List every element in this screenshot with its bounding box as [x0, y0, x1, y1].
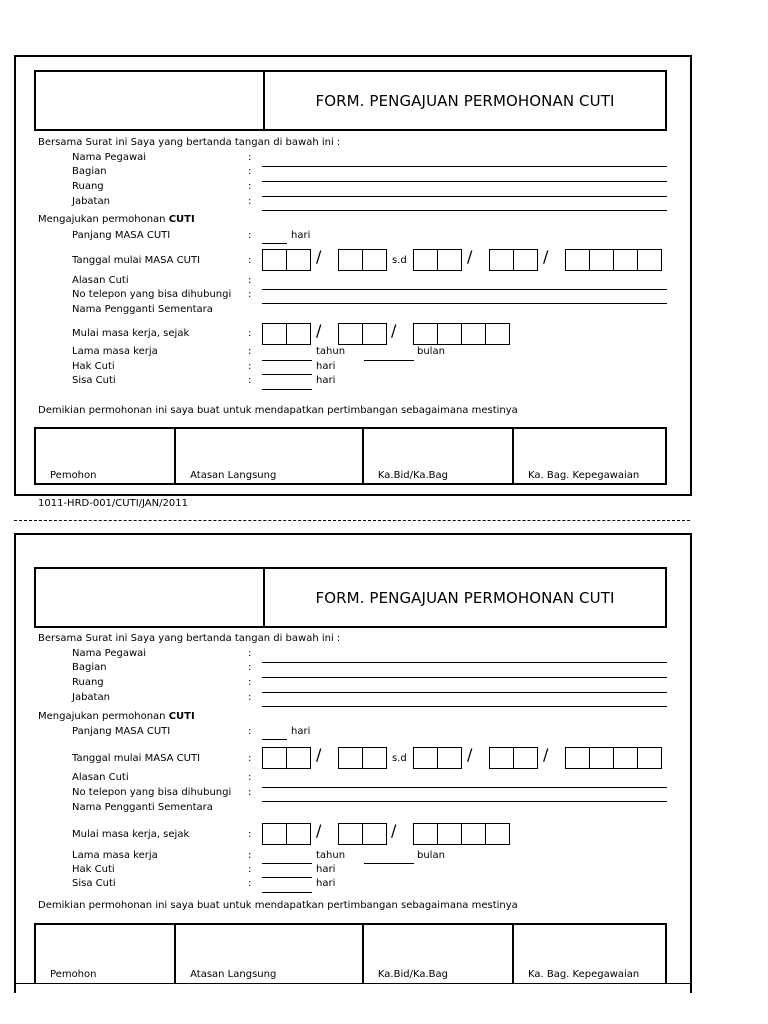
label-nama-pegawai: Nama Pegawai [72, 648, 147, 659]
label-sisa-cuti: Sisa Cuti [72, 375, 116, 386]
telepon-line[interactable] [262, 303, 667, 304]
colon: : [248, 829, 252, 840]
label-sisa-cuti: Sisa Cuti [72, 878, 116, 889]
intro-text: Bersama Surat ini Saya yang bertanda tangan di bawah ini : [38, 633, 341, 644]
colon: : [248, 753, 252, 764]
hari-unit: hari [316, 375, 336, 386]
date-slash: / [316, 321, 322, 340]
end-year-cells[interactable] [565, 747, 661, 769]
work-start-year-cells[interactable] [413, 323, 509, 345]
start-day-cells[interactable] [262, 747, 310, 769]
colon: : [248, 196, 252, 207]
signature-table [34, 427, 667, 485]
document-code: 1011-HRD-001/CUTI/JAN/2011 [38, 498, 188, 509]
work-start-month-cells[interactable] [338, 323, 386, 345]
form-title: FORM. PENGAJUAN PERMOHONAN CUTI [315, 588, 615, 607]
closing-statement: Demikian permohonan ini saya buat untuk mendapatkan pertimbangan sebagaimana mestinya [38, 900, 518, 911]
work-start-day-cells[interactable] [262, 323, 310, 345]
colon: : [248, 692, 252, 703]
date-slash: / [391, 321, 397, 340]
colon: : [248, 772, 252, 783]
colon: : [248, 275, 252, 286]
end-day-cells[interactable] [413, 249, 461, 271]
date-slash: / [467, 247, 473, 266]
label-panjang-cuti: Panjang MASA CUTI [72, 726, 171, 737]
start-day-cells[interactable] [262, 249, 310, 271]
sd-label: s.d [392, 255, 407, 266]
sd-label: s.d [392, 753, 407, 764]
tahun-unit: tahun [316, 346, 346, 357]
hari-unit: hari [291, 230, 311, 241]
colon: : [248, 181, 252, 192]
end-month-cells[interactable] [489, 249, 537, 271]
panjang-cuti-line[interactable] [262, 243, 287, 244]
date-slash: / [316, 745, 322, 764]
bagian-line[interactable] [262, 677, 667, 678]
colon: : [248, 361, 252, 372]
colon: : [248, 152, 252, 163]
label-panjang-cuti: Panjang MASA CUTI [72, 230, 171, 241]
telepon-line[interactable] [262, 801, 667, 802]
request-heading: Mengajukan permohonan CUTI [38, 214, 195, 225]
label-alasan-cuti: Alasan Cuti [72, 772, 129, 783]
signature-label: Atasan Langsung [190, 470, 277, 481]
intro-text: Bersama Surat ini Saya yang bertanda tangan di bawah ini : [38, 137, 341, 148]
label-alasan-cuti: Alasan Cuti [72, 275, 129, 286]
label-jabatan: Jabatan [72, 196, 110, 207]
alasan-line[interactable] [262, 289, 667, 290]
hari-unit: hari [316, 864, 336, 875]
label-tanggal-mulai: Tanggal mulai MASA CUTI [72, 753, 201, 764]
colon: : [248, 648, 252, 659]
bulan-unit: bulan [417, 346, 445, 357]
nama-pegawai-line[interactable] [262, 662, 667, 663]
colon: : [248, 726, 252, 737]
hak-cuti-line[interactable] [262, 374, 312, 375]
work-start-year-cells[interactable] [413, 823, 509, 845]
signature-label: Ka.Bid/Ka.Bag [377, 969, 448, 980]
hari-unit: hari [316, 361, 336, 372]
colon: : [248, 166, 252, 177]
label-nama-pegawai: Nama Pegawai [72, 152, 147, 163]
work-start-month-cells[interactable] [338, 823, 386, 845]
signature-cell-pemohon[interactable] [36, 925, 176, 983]
ruang-line[interactable] [262, 196, 667, 197]
signature-cell-pemohon[interactable] [36, 429, 176, 483]
date-slash: / [316, 821, 322, 840]
end-year-cells[interactable] [565, 249, 661, 271]
hari-unit: hari [316, 878, 336, 889]
label-bagian: Bagian [72, 662, 107, 673]
tahun-line[interactable] [262, 360, 312, 361]
hak-cuti-line[interactable] [262, 877, 312, 878]
page-cutoff-line [14, 983, 692, 984]
label-mulai-kerja: Mulai masa kerja, sejak [72, 328, 190, 339]
end-day-cells[interactable] [413, 747, 461, 769]
tahun-unit: tahun [316, 850, 346, 861]
colon: : [248, 677, 252, 688]
colon: : [248, 878, 252, 889]
hari-unit: hari [291, 726, 311, 737]
colon: : [248, 864, 252, 875]
sisa-cuti-line[interactable] [262, 389, 312, 390]
bulan-line[interactable] [364, 360, 414, 361]
cut-line [14, 520, 690, 521]
signature-cell-kepegawaian[interactable] [514, 429, 665, 483]
nama-pegawai-line[interactable] [262, 166, 667, 167]
label-lama-kerja: Lama masa kerja [72, 346, 158, 357]
colon: : [248, 375, 252, 386]
signature-cell-atasan[interactable] [176, 429, 364, 483]
signature-label: Ka.Bid/Ka.Bag [377, 470, 448, 481]
jabatan-line[interactable] [262, 210, 667, 211]
colon: : [248, 662, 252, 673]
panjang-cuti-line[interactable] [262, 739, 287, 740]
ruang-line[interactable] [262, 692, 667, 693]
signature-cell-atasan[interactable] [176, 925, 364, 983]
label-mulai-kerja: Mulai masa kerja, sejak [72, 829, 190, 840]
label-hak-cuti: Hak Cuti [72, 361, 115, 372]
label-telepon: No telepon yang bisa dihubungi [72, 289, 232, 300]
colon: : [248, 255, 252, 266]
request-heading: Mengajukan permohonan CUTI [38, 711, 195, 722]
date-slash: / [467, 745, 473, 764]
date-slash: / [543, 247, 549, 266]
signature-label: Pemohon [50, 969, 97, 980]
bulan-unit: bulan [417, 850, 445, 861]
date-slash: / [316, 247, 322, 266]
signature-label: Ka. Bag. Kepegawaian [527, 470, 640, 481]
form-title: FORM. PENGAJUAN PERMOHONAN CUTI [315, 91, 615, 110]
signature-cell-kabid[interactable] [364, 429, 514, 483]
bulan-line[interactable] [364, 863, 414, 864]
signature-label: Atasan Langsung [190, 969, 277, 980]
label-pengganti: Nama Pengganti Sementara [72, 304, 213, 315]
date-slash: / [391, 821, 397, 840]
logo-area [36, 569, 265, 626]
date-slash: / [543, 745, 549, 764]
label-telepon: No telepon yang bisa dihubungi [72, 787, 232, 798]
label-bagian: Bagian [72, 166, 107, 177]
closing-statement: Demikian permohonan ini saya buat untuk mendapatkan pertimbangan sebagaimana mestinya [38, 405, 518, 416]
work-start-day-cells[interactable] [262, 823, 310, 845]
colon: : [248, 787, 252, 798]
label-ruang: Ruang [72, 677, 104, 688]
colon: : [248, 346, 252, 357]
label-pengganti: Nama Pengganti Sementara [72, 802, 213, 813]
colon: : [248, 230, 252, 241]
label-hak-cuti: Hak Cuti [72, 864, 115, 875]
signature-table [34, 923, 667, 983]
label-jabatan: Jabatan [72, 692, 110, 703]
sisa-cuti-line[interactable] [262, 892, 312, 893]
colon: : [248, 850, 252, 861]
bagian-line[interactable] [262, 181, 667, 182]
signature-label: Ka. Bag. Kepegawaian [527, 969, 640, 980]
start-month-cells[interactable] [338, 747, 386, 769]
label-tanggal-mulai: Tanggal mulai MASA CUTI [72, 255, 201, 266]
signature-label: Pemohon [50, 470, 97, 481]
logo-area [36, 72, 265, 129]
end-month-cells[interactable] [489, 747, 537, 769]
form-1-header [34, 70, 667, 131]
form-2-header [34, 567, 667, 628]
label-ruang: Ruang [72, 181, 104, 192]
start-month-cells[interactable] [338, 249, 386, 271]
jabatan-line[interactable] [262, 706, 667, 707]
label-lama-kerja: Lama masa kerja [72, 850, 158, 861]
signature-cell-kabid[interactable] [364, 925, 514, 983]
signature-cell-kepegawaian[interactable] [514, 925, 665, 983]
colon: : [248, 328, 252, 339]
colon: : [248, 289, 252, 300]
alasan-line[interactable] [262, 787, 667, 788]
tahun-line[interactable] [262, 863, 312, 864]
